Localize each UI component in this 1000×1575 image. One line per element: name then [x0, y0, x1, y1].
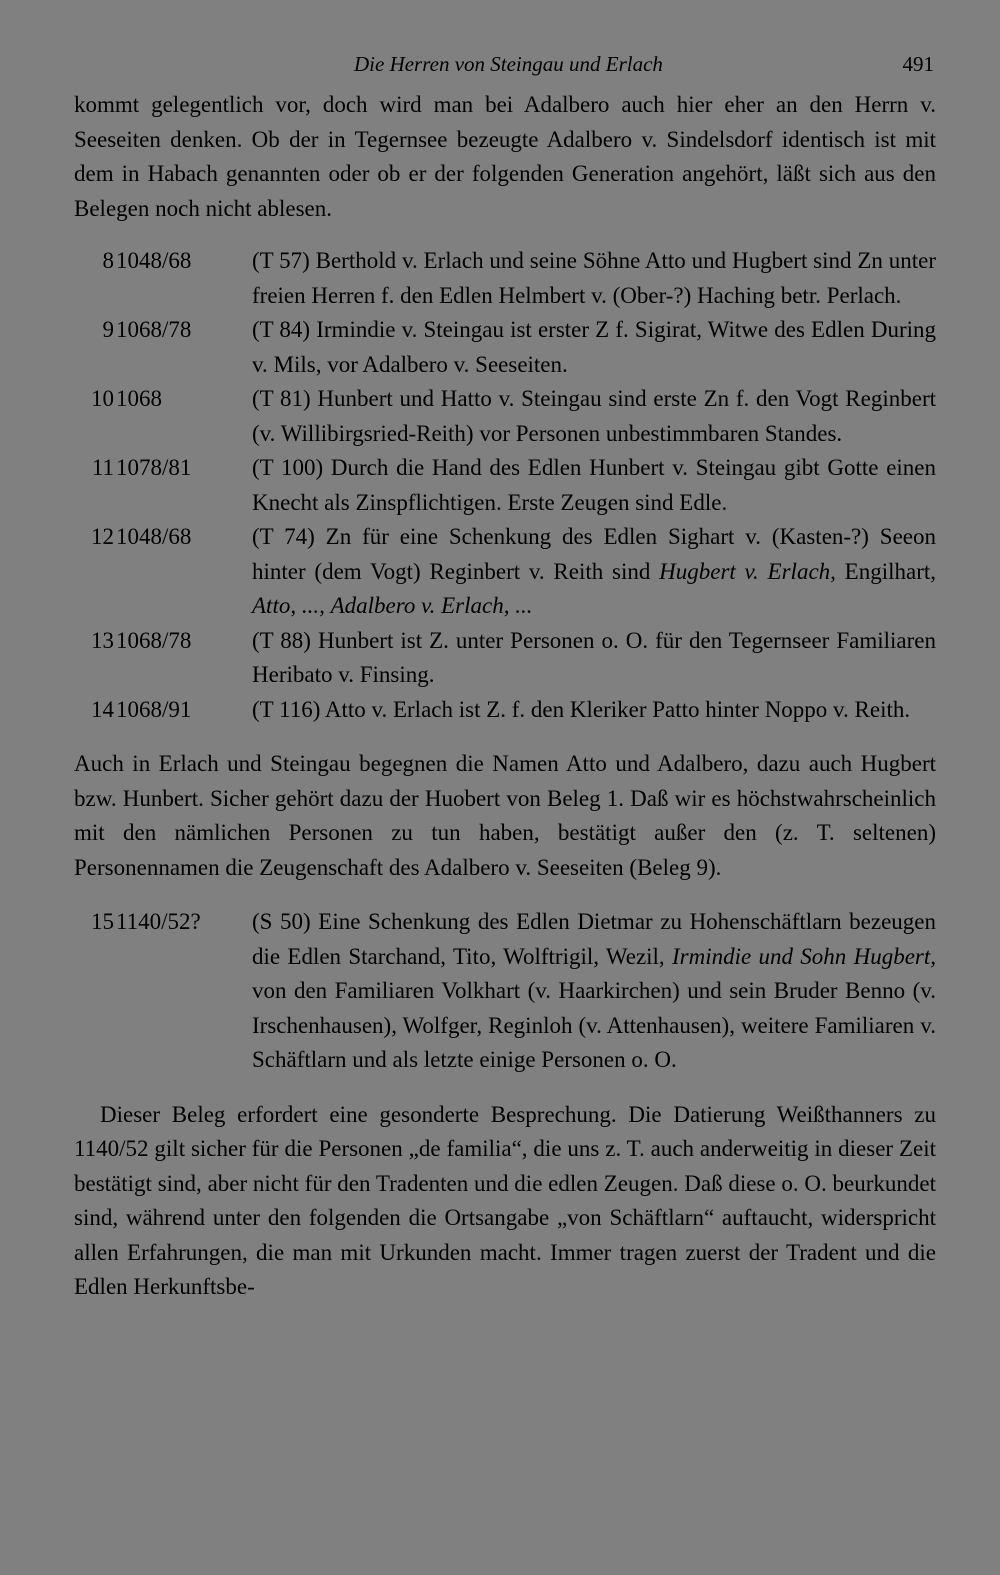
entry-number: 9: [102, 317, 114, 342]
page-header: [74, 52, 936, 88]
entry-text: [252, 905, 936, 1078]
entry-text-part: von den Familiaren Volkhart (v. Haarkirchen) und sein Bruder Benno (v. Irschenhausen), Wolfger, Reginloh (v. Attenhausen), weitere Familiaren v. Schäftlarn und als letzte einige Personen o. O.: [252, 978, 936, 1072]
entry-date: 1140/52?: [116, 909, 201, 934]
entry-text-italic: Atto, ...,: [252, 593, 325, 618]
entry-date: 1078/81: [116, 455, 192, 480]
entry-text-part: Engilhart,: [835, 558, 937, 584]
entry-text: (T 57) Berthold v. Erlach und seine Söhne Atto und Hugbert sind Zn unter freien Herren f. den Edlen Helmbert v. (Ober-?) Haching betr. Perlach.: [252, 248, 936, 308]
entry-text: (T 100) Durch die Hand des Edlen Hunbert v. Steingau gibt Gotte einen Knecht als Zinspflichtigen. Erste Zeugen sind Edle.: [252, 455, 936, 515]
evidence-list-2: [74, 905, 936, 1078]
book-page: [74, 52, 936, 1305]
evidence-entry-9: [74, 313, 936, 382]
entry-date: 1068/78: [116, 627, 192, 653]
entry-date: 1068/91: [116, 696, 192, 722]
running-head: Die Herren von Steingau und Erlach: [354, 52, 663, 76]
entry-date: 1068: [116, 386, 162, 411]
entry-text: (T 88) Hunbert ist Z. unter Personen o. O. für den Tegernseer Familiaren Heribato v. Finsing.: [252, 627, 936, 687]
evidence-entry-14: [74, 693, 936, 728]
entry-text: (T 116) Atto v. Erlach ist Z. f. den Kleriker Patto hinter Noppo v. Reith.: [252, 696, 911, 722]
entry-date: 1048/68: [116, 524, 192, 549]
entry-text-italic: Irmindie und Sohn Hugbert,: [671, 943, 936, 969]
entry-number: 13: [91, 627, 114, 653]
entry-date: 1048/68: [116, 248, 192, 273]
entry-number: 11: [91, 455, 114, 480]
paragraph-intro: kommt gelegentlich vor, doch wird man bei Adalbero auch hier eher an den Herrn v. Seeseiten denken. Ob der in Tegernsee bezeugte Adalbero v. Sindelsdorf identisch ist mit dem in Habach genannten oder ob er der folgenden Generation angehört, läßt sich aus den Belegen noch nicht ablesen.: [74, 92, 936, 221]
entry-text: (T 84) Irmindie v. Steingau ist erster Z f. Sigirat, Witwe des Edlen During v. Mils, vor Adalbero v. Seeseiten.: [252, 317, 936, 377]
entry-number: 10: [91, 386, 114, 411]
entry-text: [252, 520, 936, 624]
entry-text-part: (T 74) Zn für eine Schenkung des Edlen Sighart v. (Kasten-?) Seeon hinter (dem Vogt) Reginbert v. Reith sind: [252, 524, 936, 584]
entry-number: 8: [102, 248, 114, 273]
page-number: 491: [902, 52, 934, 76]
evidence-entry-12: [74, 520, 936, 624]
entry-number: 12: [91, 524, 114, 549]
evidence-list: [74, 244, 936, 727]
paragraph-discussion: Dieser Beleg erfordert eine gesonderte Besprechung. Die Datierung Weißthanners zu 1140/52 gilt sicher für die Personen „de familia“, die uns z. T. auch anderweitig in dieser Zeit bestätigt sind, aber nicht für den Tradenten und die edlen Zeugen. Daß diese o. O. beurkundet sind, während unter den folgenden die Ortsangabe „von Schäftlarn“ auftaucht, widerspricht allen Erfahrungen, die man mit Urkunden macht. Immer tragen zuerst der Tradent und die Edlen Herkunftsbe-: [74, 1101, 936, 1299]
entry-text: (T 81) Hunbert und Hatto v. Steingau sind erste Zn f. den Vogt Reginbert (v. Willibirgsried-Reith) vor Personen unbestimmbaren Standes.: [252, 386, 936, 446]
evidence-entry-13: [74, 624, 936, 693]
evidence-entry-8: [74, 244, 936, 313]
entry-number: 14: [91, 696, 114, 722]
evidence-entry-15: [74, 905, 936, 1078]
entry-number: 15: [91, 909, 114, 934]
paragraph-names: Auch in Erlach und Steingau begegnen die Namen Atto und Adalbero, dazu auch Hugbert bzw. Hunbert. Sicher gehört dazu der Huobert von Beleg 1. Daß wir es höchstwahrscheinlich mit den nämlichen Personen zu tun haben, bestätigt außer den (z. T. seltenen) Personennamen die Zeugenschaft des Adalbero v. Seeseiten (Beleg 9).: [74, 751, 936, 880]
entry-text-italic: Adalbero v. Erlach, ...: [330, 593, 533, 618]
evidence-entry-11: [74, 451, 936, 520]
entry-text-italic: Hugbert v. Erlach,: [659, 558, 836, 584]
evidence-entry-10: [74, 382, 936, 451]
entry-date: 1068/78: [116, 317, 192, 342]
entry-text-part: (S 50) Eine Schenkung des Edlen Dietmar zu Hohenschäftlarn bezeugen die Edlen Starchand, Tito, Wolftrigil, Wezil,: [252, 909, 936, 969]
